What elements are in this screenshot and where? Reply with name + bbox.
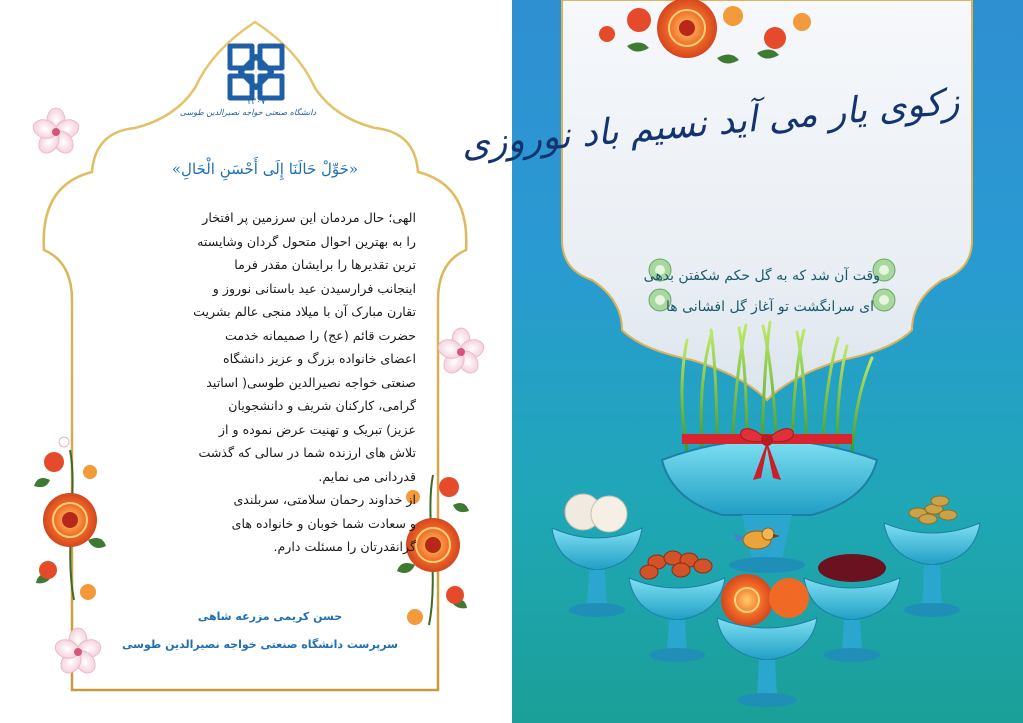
- letter-line: از خداوند رحمان سلامتی، سربلندی: [233, 492, 416, 507]
- letter-line: قدردانی می نمایم.: [318, 468, 416, 484]
- nowruz-card: [459, 0, 1023, 723]
- poem-line: وقت آن شد که به گل حکم شکفتن بدهی: [643, 268, 880, 284]
- blossom-icon: [31, 108, 81, 157]
- signer-title: سرپرست دانشگاه صنعتی خواجه نصیرالدین طوسی: [122, 638, 398, 651]
- calligraphy-title: زکوی یار می آید نسیم باد نوروزی: [459, 81, 962, 166]
- letter-line: ترین تقدیرها را برایشان مقدر فرما: [234, 257, 416, 272]
- letter-line: الهی؛ حال مردمان این سرزمین پر افتخار: [202, 210, 416, 225]
- letter-line: تلاش های ارزنده شما در سالی که گذشت: [198, 445, 416, 460]
- letter-line: را به بهترین احوال متحول گردان وشایسته: [197, 233, 416, 249]
- senjed-bowl: [629, 551, 725, 662]
- logo-university-name: دانشگاه صنعتی خواجه نصیرالدین طوسی: [179, 108, 316, 117]
- logo-year: ۱۳۰۷: [246, 97, 266, 107]
- blossom-icon: [436, 328, 486, 377]
- letter-line: گرانقدرتان را مسئلت دارم.: [273, 539, 416, 554]
- letter-line: اینجانب فرارسیدن عید باستانی نوروز و: [212, 280, 416, 296]
- letter-line: حضرت قائم (عج) را صمیمانه خدمت: [225, 327, 416, 343]
- letter-line: عزیز) تبریک و تهنیت عرض نموده و از: [218, 421, 416, 437]
- prayer-verse: «حَوِّلْ حَالَنَا إِلَى أَحْسَنِ الْحَالِ»: [171, 160, 359, 178]
- garlic-bowl: [552, 494, 642, 617]
- letter-line: اعضای خانواده بزرگ و عزیز دانشگاه: [222, 351, 416, 366]
- coins-bowl: [884, 496, 980, 617]
- greeting-letter: [116, 206, 416, 559]
- letter-line: و سعادت شما خوبان و خانواده های: [231, 515, 416, 531]
- letter-line: گرامی، کارکنان شریف و دانشجویان: [228, 398, 416, 413]
- signer-name: حسن کریمی مزرعه شاهی: [197, 610, 343, 623]
- goldfish-bowl: [717, 574, 817, 707]
- sumac-bowl: [804, 554, 900, 662]
- poem-line: ای سرانگشت تو آغاز گل افشانی ها: [666, 299, 874, 315]
- letter-line: صنعتی خواجه نصیرالدین طوسی( اساتید: [206, 374, 416, 390]
- letter-line: تقارن مبارک آن با میلاد منجی عالم بشریت: [193, 304, 416, 319]
